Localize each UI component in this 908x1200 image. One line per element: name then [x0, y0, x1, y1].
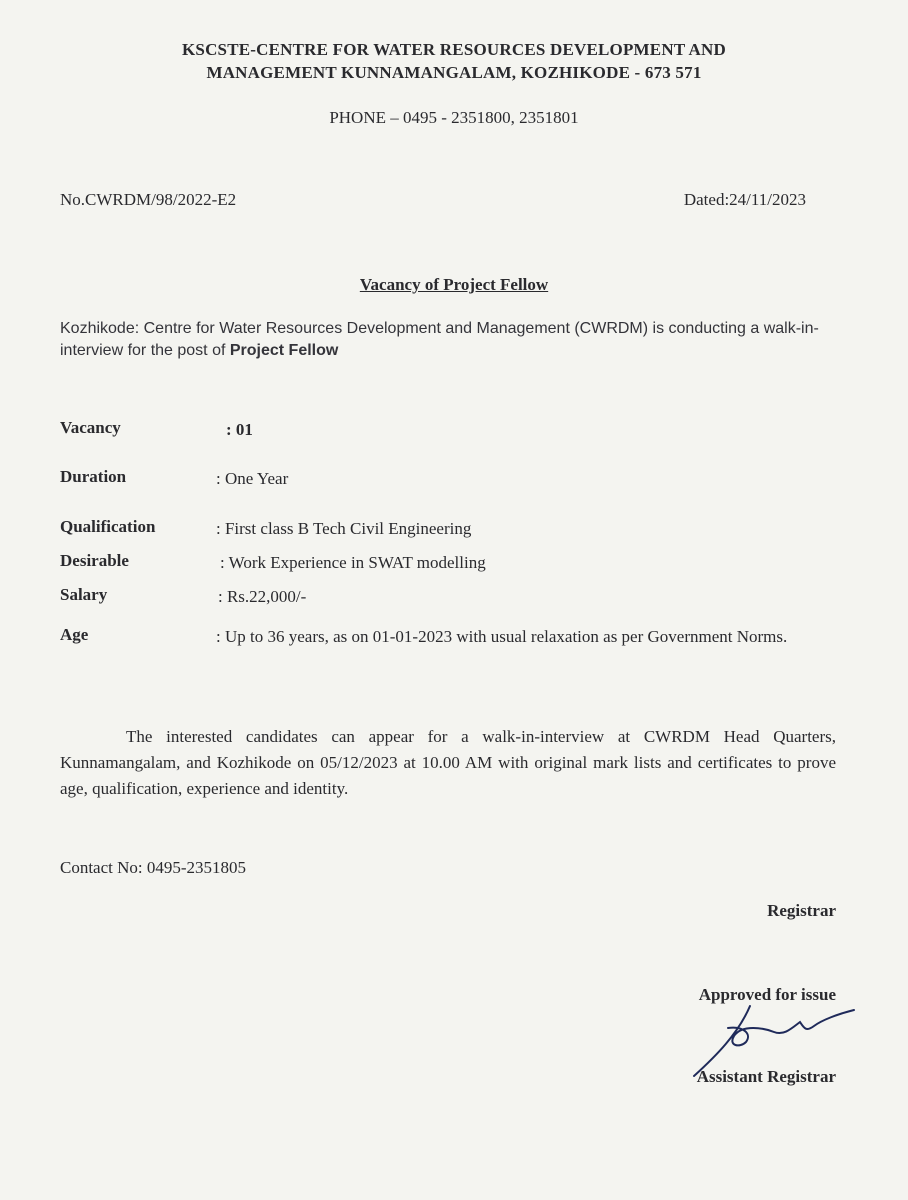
notice-subject: Vacancy of Project Fellow: [359, 275, 549, 294]
assistant-registrar-title: Assistant Registrar: [696, 1067, 836, 1086]
detail-value: : 01: [226, 420, 253, 439]
signature-stroke: [694, 1006, 854, 1076]
detail-value: : One Year: [216, 469, 289, 488]
intro-paragraph: [60, 318, 840, 362]
intro-post-name: Project Fellow: [229, 342, 339, 359]
detail-label: Salary: [60, 585, 108, 604]
institution-name-line-2: MANAGEMENT KUNNAMANGALAM, KOZHIKODE - 673 571: [206, 63, 702, 82]
detail-value: : Rs.22,000/-: [218, 587, 307, 606]
detail-value: : First class B Tech Civil Engineering: [216, 519, 472, 538]
detail-label: Desirable: [60, 551, 129, 570]
detail-value: : Up to 36 years, as on 01-01-2023 with usual relaxation as per Government Norms.: [216, 627, 788, 646]
detail-label: Vacancy: [60, 418, 121, 437]
contact-number: Contact No: 0495-2351805: [60, 858, 247, 877]
issue-date: Dated:24/11/2023: [683, 190, 806, 209]
reference-number: No.CWRDM/98/2022-E2: [60, 190, 237, 209]
institution-phone: PHONE – 0495 - 2351800, 2351801: [329, 108, 579, 127]
detail-value: : Work Experience in SWAT modelling: [220, 553, 486, 572]
walk-in-details-paragraph: The interested candidates can appear for a walk-in-interview at CWRDM Head Quarters, Kunnamangalam, and Kozhikode on 05/12/2023 at 10.00 AM with original mark lists and certificates to prove age, qualification, experience and identity.: [60, 727, 836, 798]
approval-note: Approved for issue: [698, 985, 836, 1004]
intro-text: Kozhikode: Centre for Water Resources Development and Management (CWRDM) is conducting a walk-in-interview for the post of: [60, 320, 819, 359]
registrar-title: Registrar: [767, 901, 836, 920]
detail-label: Age: [60, 625, 89, 644]
detail-label: Qualification: [60, 517, 156, 536]
detail-label: Duration: [60, 467, 127, 486]
institution-name-line-1: KSCSTE-CENTRE FOR WATER RESOURCES DEVELOPMENT AND: [182, 40, 726, 59]
